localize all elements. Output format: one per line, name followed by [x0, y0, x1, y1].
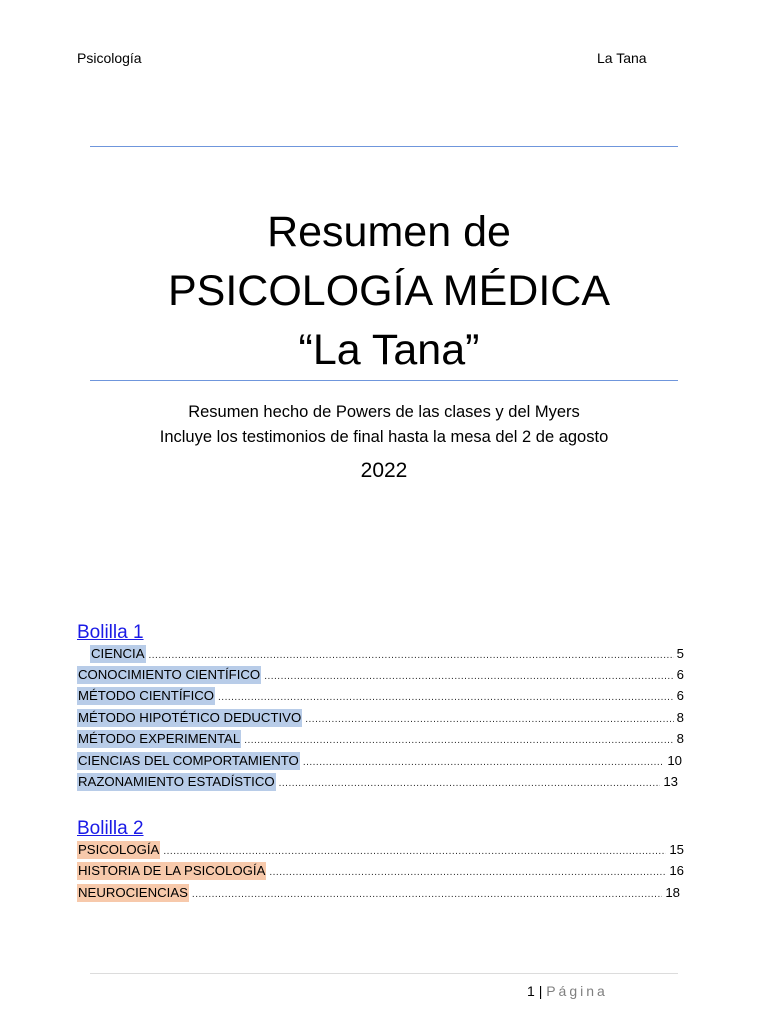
toc-entry-page: 15: [669, 842, 684, 857]
title-bottom-rule: [90, 380, 678, 381]
toc-leader-dots: [218, 689, 674, 707]
toc-entry-page: 5: [676, 646, 684, 661]
toc-leader-dots: [303, 754, 665, 772]
toc-entry-page: 8: [676, 731, 684, 746]
toc-entry[interactable]: [77, 730, 684, 748]
toc-leader-dots: [192, 886, 662, 904]
header-right: La Tana: [597, 50, 647, 66]
toc-entry[interactable]: [77, 884, 680, 902]
title-line-3: “La Tana”: [298, 326, 480, 374]
title-line-1: Resumen de: [267, 208, 511, 256]
toc-section-bolilla-1[interactable]: Bolilla 1: [77, 622, 144, 643]
toc-entry[interactable]: [77, 709, 684, 727]
toc-leader-dots: [279, 775, 661, 793]
title-top-rule: [90, 146, 678, 147]
toc-entry-label: MÉTODO EXPERIMENTAL: [78, 731, 241, 746]
toc-entry-page: 6: [676, 688, 684, 703]
toc-section-bolilla-2[interactable]: Bolilla 2: [77, 818, 144, 839]
toc-entry-label: RAZONAMIENTO ESTADÍSTICO: [78, 774, 275, 789]
toc-entry[interactable]: [77, 752, 682, 770]
toc-entry[interactable]: [77, 773, 678, 791]
footer-page-number: 1: [527, 983, 535, 999]
footer-page-word: Página: [546, 983, 608, 999]
subtitle-line-1: Resumen hecho de Powers de las clases y del Myers: [188, 403, 580, 421]
toc-entry[interactable]: [90, 645, 684, 663]
toc-entry[interactable]: [77, 862, 684, 880]
toc-entry-page: 16: [669, 863, 684, 878]
toc-entry-page: 8: [676, 710, 684, 725]
toc-leader-dots: [269, 864, 666, 882]
toc-entry-page: 10: [667, 753, 682, 768]
footer-rule: [90, 973, 678, 974]
toc-leader-dots: [244, 732, 673, 750]
toc-entry-page: 13: [663, 774, 678, 789]
header-left: Psicología: [77, 50, 142, 66]
toc-entry[interactable]: [77, 687, 684, 705]
toc-leader-dots: [305, 711, 673, 729]
toc-entry[interactable]: [77, 841, 684, 859]
subtitle-line-2: Incluye los testimonios de final hasta la mesa del 2 de agosto: [159, 428, 609, 446]
toc-entry-label: HISTORIA DE LA PSICOLOGÍA: [78, 863, 266, 878]
page-footer: [527, 983, 608, 999]
toc-leader-dots: [163, 843, 666, 861]
toc-leader-dots: [264, 668, 673, 686]
toc-entry-page: 6: [676, 667, 684, 682]
document-year: 2022: [360, 459, 408, 482]
toc-entry-label: PSICOLOGÍA: [78, 842, 160, 857]
toc-entry-label: MÉTODO CIENTÍFICO: [78, 688, 215, 703]
toc-entry-label: MÉTODO HIPOTÉTICO DEDUCTIVO: [78, 710, 302, 725]
toc-entry-label: NEUROCIENCIAS: [78, 885, 188, 900]
toc-entry-label: CONOCIMIENTO CIENTÍFICO: [78, 667, 261, 682]
document-title: [0, 203, 768, 380]
toc-leader-dots: [149, 647, 674, 665]
toc-entry[interactable]: [77, 666, 684, 684]
title-line-2: PSICOLOGÍA MÉDICA: [167, 267, 611, 315]
toc-entry-label: CIENCIA: [91, 646, 145, 661]
toc-entry-page: 18: [665, 885, 680, 900]
footer-separator: |: [538, 983, 543, 999]
toc-entry-label: CIENCIAS DEL COMPORTAMIENTO: [78, 753, 299, 768]
